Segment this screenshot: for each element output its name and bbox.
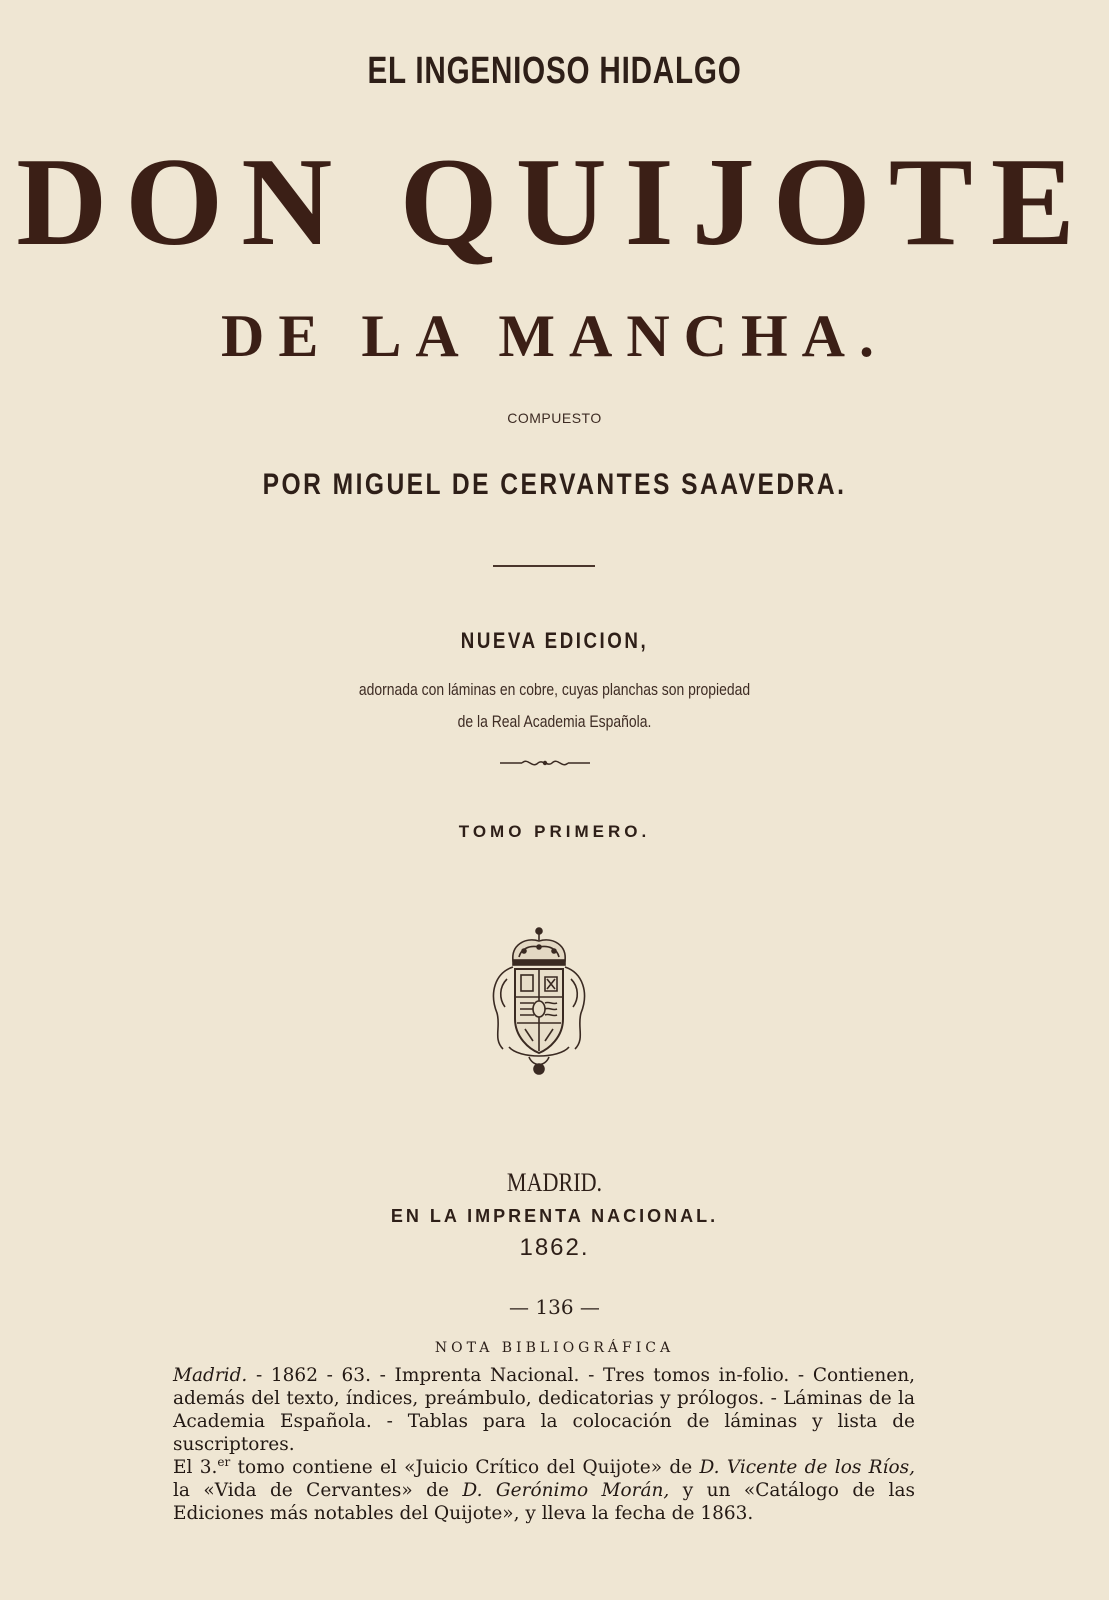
imprint-year: 1862. — [519, 1234, 590, 1261]
page-number: — 136 — — [509, 1295, 600, 1319]
floral-divider-icon — [500, 755, 590, 771]
edition-note-1: adornada con láminas en cobre, cuyas planchas son propiedad — [358, 680, 751, 699]
paragraph-2-text-a: El 3. — [173, 1457, 218, 1478]
compuesto-label: COMPUESTO — [507, 410, 602, 426]
main-title: DON QUIJOTE — [16, 133, 1093, 272]
paragraph-1-text: - 1862 - 63. - Imprenta Nacional. - Tres tomos in-folio. - Contienen, además del texto, índices, preámbulo, dedicatorias y prólogos. - Láminas de la Academia Española. - Tablas para la colocación de láminas y lista de suscriptores. — [173, 1365, 915, 1455]
ordinal-superscript: er — [217, 1454, 231, 1469]
title-line-1: EL INGENIOSO HIDALGO — [367, 50, 742, 92]
paragraph-2-text-b: tomo contiene el «Juicio Crítico del Quijote» de — [230, 1457, 700, 1478]
bibliographic-paragraph-2 — [173, 1456, 915, 1525]
person-name-2: D. Gerónimo Morán, — [462, 1480, 670, 1501]
nota-heading: NOTA BIBLIOGRÁFICA — [434, 1340, 675, 1356]
paragraph-2-text-d: y un «Catálogo de las Ediciones más notables del Quijote», y lleva la fecha de 1863. — [173, 1480, 915, 1524]
paragraph-2-text-c: la «Vida de Cervantes» de — [173, 1480, 463, 1501]
divider-rule — [493, 565, 595, 567]
volume-label: TOMO PRIMERO. — [458, 822, 651, 841]
bibliographic-note — [173, 1364, 915, 1525]
bibliographic-paragraph-1 — [173, 1364, 915, 1456]
author-line: POR MIGUEL DE CERVANTES SAAVEDRA. — [262, 468, 847, 501]
place-name: Madrid. — [173, 1365, 248, 1386]
edition-heading: NUEVA EDICION, — [460, 628, 649, 653]
edition-note-2: de la Real Academia Española. — [457, 712, 652, 731]
imprint-printer: EN LA IMPRENTA NACIONAL. — [390, 1206, 719, 1226]
royal-coat-of-arms-icon — [489, 927, 589, 1077]
person-name-1: D. Vicente de los Ríos, — [699, 1457, 915, 1478]
imprint-city: MADRID. — [506, 1168, 603, 1197]
title-line-3: DE LA MANCHA. — [220, 303, 888, 369]
